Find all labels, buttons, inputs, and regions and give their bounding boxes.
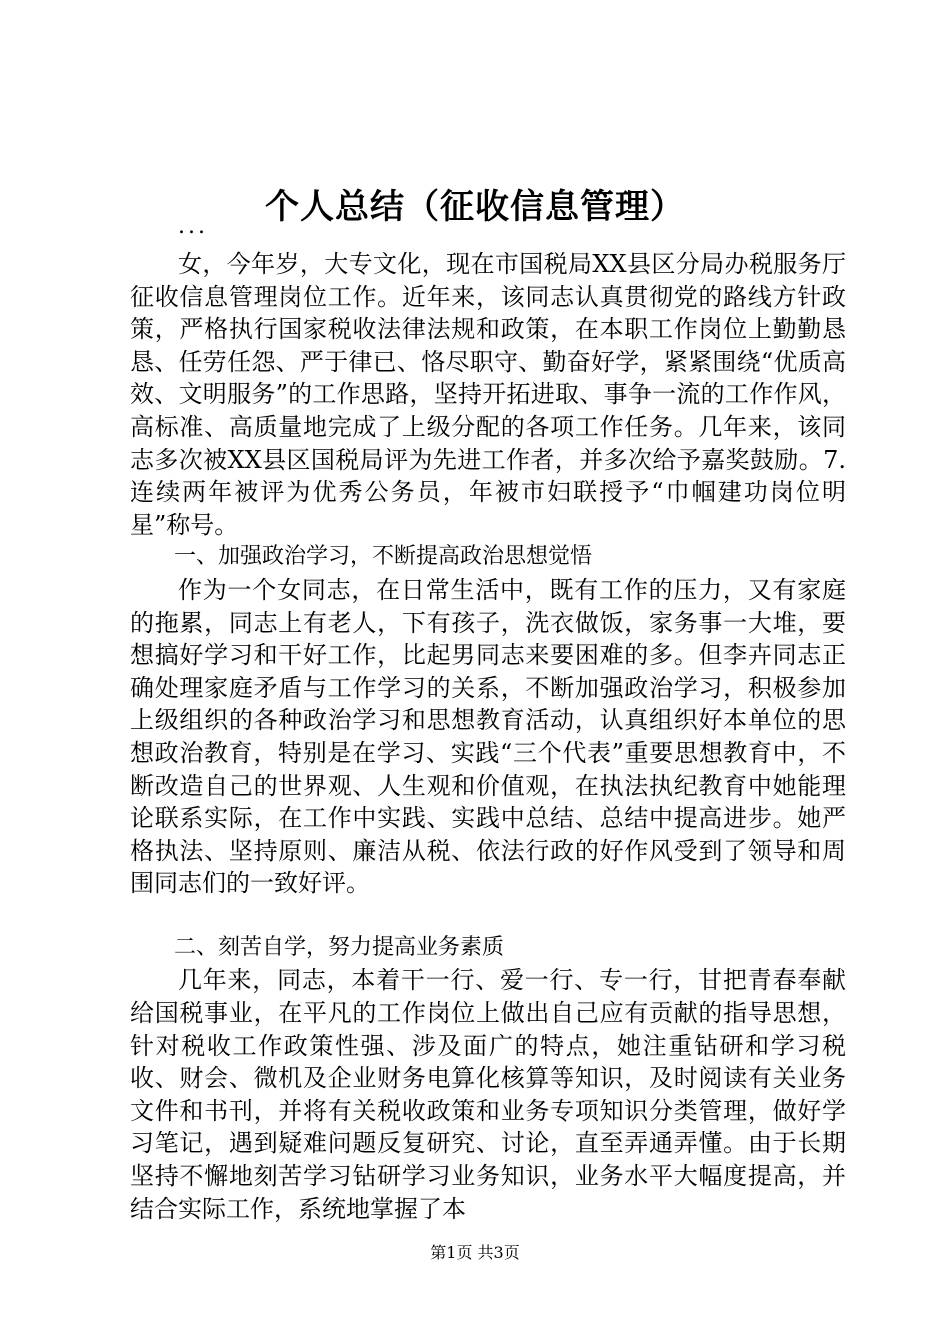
section-2-paragraph: 几年来，同志，本着干一行、爱一行、专一行，甘把青春奉献给国税事业，在平凡的工作岗位上做出自己应有贡献的指导思想，针对税收工作政策性强、涉及面广的特点，她注重钻研和学习税收、财会、微机及企业财务电算化核算等知识，及时阅读有关业务文件和书刊，并将有关税收政策和业务专项知识分类管理，做好学习笔记，遇到疑难问题反复研究、讨论，直至弄通弄懂。由于长期坚持不懈地刻苦学习钻研学习业务知识，业务水平大幅度提高，并结合实际工作，系统地掌握了本 xyxy=(130,966,846,1223)
document-title: 个人总结（征收信息管理） xyxy=(265,187,685,227)
section-1-paragraph: 作为一个女同志，在日常生活中，既有工作的压力，又有家庭的拖累，同志上有老人，下有孩子，洗衣做饭，家务事一大堆，要想搞好学习和干好工作，比起男同志来要困难的多。但李卉同志正确处理家庭矛盾与工作学习的关系，不断加强政治学习，积极参加上级组织的各种政治学习和思想教育活动，认真组织好本单位的思想政治教育，特别是在学习、实践“三个代表”重要思想教育中，不断改造自己的世界观、人生观和价值观，在执法执纪教育中她能理论联系实际，在工作中实践、实践中总结、总结中提高进步。她严格执法、坚持原则、廉洁从税、依法行政的好作风受到了领导和周围同志们的一致好评。 xyxy=(130,575,846,898)
intro-paragraph: 女，今年岁，大专文化，现在市国税局XX县区分局办税服务厅征收信息管理岗位工作。近年来，该同志认真贯彻党的路线方针政策，严格执行国家税收法律法规和政策，在本职工作岗位上勤勤恳恳、任劳任怨、严于律已、恪尽职守、勤奋好学，紧紧围绕“优质高效、文明服务”的工作思路，坚持开拓进取、事争一流的工作作风，高标准、高质量地完成了上级分配的各项工作任务。几年来，该同志多次被XX县区国税局评为先进工作者，并多次给予嘉奖鼓励。7.连续两年被评为优秀公务员，年被市妇联授予“巾帼建功岗位明星”称号。 xyxy=(130,250,846,539)
ellipsis-mark: ... xyxy=(178,214,208,239)
section-heading-2: 二、刻苦自学，努力提高业务素质 xyxy=(174,934,505,960)
page-footer: 第1页 共3页 xyxy=(430,1243,520,1262)
section-heading-1: 一、加强政治学习，不断提高政治思想觉悟 xyxy=(174,544,593,570)
document-body xyxy=(130,248,846,1225)
